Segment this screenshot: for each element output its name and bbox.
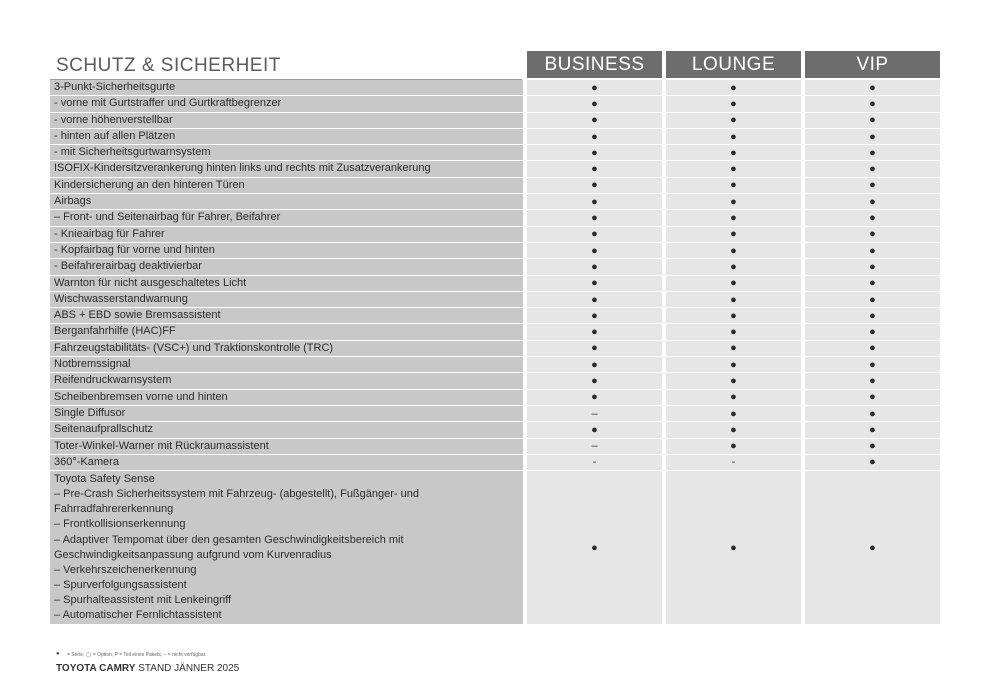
feature-label: 3-Punkt-Sicherheitsgurte — [50, 80, 523, 95]
value-lounge: ● — [666, 243, 801, 258]
footer-brand-date: STAND JÄNNER 2025 — [135, 663, 240, 674]
section-title: SCHUTZ & SICHERHEIT — [56, 55, 281, 76]
value-lounge: ● — [666, 357, 801, 372]
table-row — [50, 243, 940, 258]
footer-brand — [56, 663, 239, 674]
legend-note: = Serie, ◯ = Option, P = Teil eines Pakets, – = nicht verfügbar. — [67, 652, 207, 658]
value-vip: ● — [805, 145, 940, 160]
value-business: ● — [527, 471, 662, 624]
tss-line: – Pre-Crash Sicherheitssystem mit Fahrzeug- (abgestellt), Fußgänger- und — [54, 488, 419, 501]
feature-label: - vorne mit Gurtstraffer und Gurtkraftbegrenzer — [50, 96, 523, 111]
table-row-toyota-safety-sense — [50, 471, 940, 624]
feature-label: Notbremssignal — [50, 357, 523, 372]
value-vip: ● — [805, 390, 940, 405]
table-row — [50, 145, 940, 160]
value-lounge: ● — [666, 80, 801, 95]
value-lounge: ● — [666, 178, 801, 193]
value-business: ● — [527, 324, 662, 339]
feature-label: - vorne höhenverstellbar — [50, 113, 523, 128]
value-lounge: ● — [666, 373, 801, 388]
value-lounge: - — [666, 455, 801, 470]
value-business: ● — [527, 390, 662, 405]
feature-label: Single Diffusor — [50, 406, 523, 421]
value-vip: ● — [805, 80, 940, 95]
feature-label: Toter-Winkel-Warner mit Rückraumassistent — [50, 439, 523, 454]
tss-line: – Spurhalteassistent mit Lenkeingriff — [54, 593, 232, 606]
value-business: ● — [527, 227, 662, 242]
value-vip: ● — [805, 439, 940, 454]
value-lounge: ● — [666, 194, 801, 209]
table-row — [50, 96, 940, 111]
value-vip: ● — [805, 96, 940, 111]
value-lounge: ● — [666, 210, 801, 225]
value-business: ● — [527, 145, 662, 160]
table-row — [50, 113, 940, 128]
feature-label: - Kopfairbag für vorne und hinten — [50, 243, 523, 258]
value-business: ● — [527, 210, 662, 225]
value-business: - — [527, 455, 662, 470]
value-vip: ● — [805, 324, 940, 339]
value-vip: ● — [805, 373, 940, 388]
value-lounge: ● — [666, 308, 801, 323]
value-lounge: ● — [666, 259, 801, 274]
value-business: ● — [527, 292, 662, 307]
table-row — [50, 341, 940, 356]
column-header-business: BUSINESS — [527, 51, 662, 78]
table-row — [50, 129, 940, 144]
tss-line: – Adaptiver Tempomat über den gesamten Geschwindigkeitsbereich mit — [54, 533, 404, 546]
value-vip: ● — [805, 243, 940, 258]
feature-label: Scheibenbremsen vorne und hinten — [50, 390, 523, 405]
value-business: ● — [527, 276, 662, 291]
value-lounge: ● — [666, 276, 801, 291]
tss-line: – Frontkollisionserkennung — [54, 518, 186, 531]
feature-label: 360°-Kamera — [50, 455, 523, 470]
feature-label: Wischwasserstandwarnung — [50, 292, 523, 307]
value-vip: ● — [805, 178, 940, 193]
value-business: ● — [527, 357, 662, 372]
feature-label: – Front- und Seitenairbag für Fahrer, Beifahrer — [50, 210, 523, 225]
value-lounge: ● — [666, 406, 801, 421]
value-business: ● — [527, 259, 662, 274]
value-business: ● — [527, 129, 662, 144]
table-row — [50, 80, 940, 95]
tss-line: Geschwindigkeitsanpassung aufgrund vom Kurvenradius — [54, 548, 332, 561]
value-lounge: ● — [666, 439, 801, 454]
tss-line: Toyota Safety Sense — [54, 473, 155, 486]
value-lounge: ● — [666, 96, 801, 111]
value-business: ● — [527, 308, 662, 323]
table-row — [50, 210, 940, 225]
value-lounge: ● — [666, 471, 801, 624]
value-vip: ● — [805, 194, 940, 209]
table-row — [50, 194, 940, 209]
value-vip: ● — [805, 259, 940, 274]
feature-label: - hinten auf allen Plätzen — [50, 129, 523, 144]
table-row — [50, 455, 940, 470]
tss-line: – Verkehrszeichenerkennung — [54, 563, 197, 576]
feature-label: Berganfahrhilfe (HAC)FF — [50, 324, 523, 339]
value-vip: ● — [805, 471, 940, 624]
feature-label: - Beifahrerairbag deaktivierbar — [50, 259, 523, 274]
table-row — [50, 292, 940, 307]
feature-label: ISOFIX-Kindersitzverankerung hinten links und rechts mit Zusatzverankerung — [50, 161, 523, 176]
value-vip: ● — [805, 341, 940, 356]
feature-label: Airbags — [50, 194, 523, 209]
value-lounge: ● — [666, 227, 801, 242]
table-row — [50, 324, 940, 339]
value-vip: ● — [805, 129, 940, 144]
value-business: ● — [527, 178, 662, 193]
value-vip: ● — [805, 406, 940, 421]
value-business: ● — [527, 161, 662, 176]
value-lounge: ● — [666, 129, 801, 144]
value-vip: ● — [805, 276, 940, 291]
value-lounge: ● — [666, 113, 801, 128]
value-business: ● — [527, 113, 662, 128]
value-business: ● — [527, 80, 662, 95]
feature-label: - mit Sicherheitsgurtwarnsystem — [50, 145, 523, 160]
value-business: ● — [527, 422, 662, 437]
feature-label: Reifendruckwarnsystem — [50, 373, 523, 388]
value-vip: ● — [805, 113, 940, 128]
value-lounge: ● — [666, 324, 801, 339]
value-lounge: ● — [666, 145, 801, 160]
value-vip: ● — [805, 210, 940, 225]
value-vip: ● — [805, 422, 940, 437]
value-lounge: ● — [666, 161, 801, 176]
feature-label: ABS + EBD sowie Bremsassistent — [50, 308, 523, 323]
value-lounge: ● — [666, 292, 801, 307]
column-header-lounge: LOUNGE — [666, 51, 801, 78]
value-vip: ● — [805, 161, 940, 176]
value-vip: ● — [805, 292, 940, 307]
tss-line: – Automatischer Fernlichtassistent — [54, 608, 222, 621]
value-business: ● — [527, 96, 662, 111]
value-business: – — [527, 406, 662, 421]
tss-line: Fahrradfahrererkennung — [54, 503, 174, 516]
feature-label: Warnton für nicht ausgeschaltetes Licht — [50, 276, 523, 291]
value-lounge: ● — [666, 341, 801, 356]
table-row — [50, 406, 940, 421]
footer-brand-name: TOYOTA CAMRY — [56, 663, 136, 674]
value-business: ● — [527, 341, 662, 356]
table-row — [50, 259, 940, 274]
value-vip: ● — [805, 455, 940, 470]
feature-label: Seitenaufprallschutz — [50, 422, 523, 437]
table-row — [50, 178, 940, 193]
legend-bullet: ● — [56, 651, 60, 657]
feature-label: Fahrzeugstabilitäts- (VSC+) und Traktionskontrolle (TRC) — [50, 341, 523, 356]
feature-label-toyota-safety-sense — [50, 471, 523, 624]
table-row — [50, 227, 940, 242]
value-lounge: ● — [666, 390, 801, 405]
column-header-vip: VIP — [805, 51, 940, 78]
table-row — [50, 390, 940, 405]
table-row — [50, 439, 940, 454]
table-row — [50, 308, 940, 323]
feature-label: Kindersicherung an den hinteren Türen — [50, 178, 523, 193]
feature-table — [50, 80, 940, 625]
value-vip: ● — [805, 308, 940, 323]
tss-line: – Spurverfolgungsassistent — [54, 578, 187, 591]
value-business: ● — [527, 243, 662, 258]
value-vip: ● — [805, 357, 940, 372]
value-lounge: ● — [666, 422, 801, 437]
table-row — [50, 422, 940, 437]
value-business: ● — [527, 373, 662, 388]
value-business: – — [527, 439, 662, 454]
table-row — [50, 161, 940, 176]
table-row — [50, 357, 940, 372]
table-row — [50, 276, 940, 291]
value-business: ● — [527, 194, 662, 209]
table-row — [50, 373, 940, 388]
value-vip: ● — [805, 227, 940, 242]
feature-label: - Knieairbag für Fahrer — [50, 227, 523, 242]
